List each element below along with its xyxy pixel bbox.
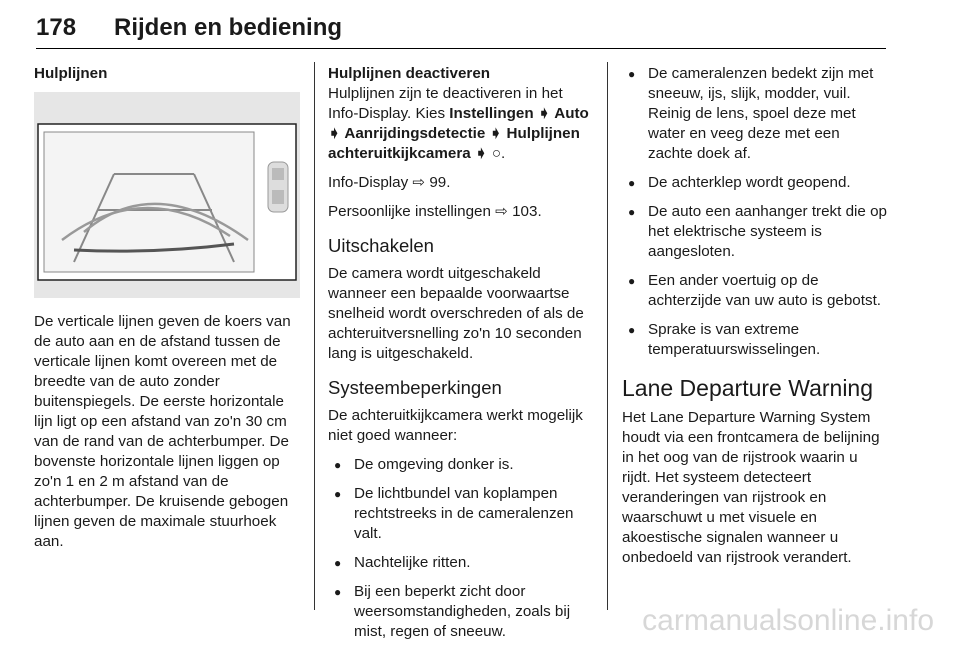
page-number: 178 bbox=[36, 14, 77, 41]
list-item: ● De achterklep wordt geopend. bbox=[622, 173, 888, 193]
ref-personal-settings[interactable]: Persoonlijke instellingen ⇨ 103. bbox=[328, 203, 542, 220]
heading-lane-departure-warning: Lane Departure Warning bbox=[622, 375, 874, 401]
list-item: ● De lichtbundel van koplampen rechtstreeks in de cameralenzen valt. bbox=[328, 484, 594, 544]
deactivate-suffix: . bbox=[501, 145, 506, 162]
header-rule bbox=[36, 48, 886, 49]
uitschakelen-text: De camera wordt uitgeschakeld wanneer een bepaalde voorwaartse snelheid wordt overschreden of als de achteruitversnelling zo'n 10 seconden lang is uitgeschakeld. bbox=[328, 265, 584, 362]
list-item: ● De cameralenzen bedekt zijn met sneeuw, ijs, slijk, modder, vuil. Reinig de lens, spoel deze met water en veeg deze met een zachte doek af. bbox=[622, 64, 888, 164]
menu-path: Instellingen ➧ Auto ➧ Aanrijdingsdetectie ➧ Hulplijnen achteruitkijkcamera ➧ ○ bbox=[328, 105, 589, 162]
heading-uitschakelen: Uitschakelen bbox=[328, 235, 434, 256]
heading-hulplijnen: Hulplijnen bbox=[34, 65, 108, 82]
guidelines-figure bbox=[34, 92, 300, 298]
column-2 bbox=[328, 64, 594, 651]
column-divider-1 bbox=[314, 62, 315, 610]
ref-info-display[interactable]: Info-Display ⇨ 99. bbox=[328, 174, 451, 191]
list-item: ● Een ander voertuig op de achterzijde van uw auto is gebotst. bbox=[622, 271, 888, 311]
limits-intro: De achteruitkijkcamera werkt mogelijk niet goed wanneer: bbox=[328, 407, 583, 444]
watermark: carmanualsonline.info bbox=[642, 604, 934, 637]
list-item: ● De omgeving donker is. bbox=[328, 455, 594, 475]
heading-hulplijnen-deactiveren: Hulplijnen deactiveren bbox=[328, 65, 491, 82]
page-header bbox=[26, 12, 886, 52]
heading-systeembeperkingen: Systeembeperkingen bbox=[328, 377, 502, 398]
list-item: ● De auto een aanhanger trekt die op het elektrische systeem is aangesloten. bbox=[622, 202, 888, 262]
column-1 bbox=[34, 64, 300, 561]
column-3 bbox=[622, 64, 888, 577]
section-title: Rijden en bediening bbox=[114, 14, 343, 41]
deactivate-text: Hulplijnen zijn te deactiveren in het Info-Display. Kies bbox=[328, 85, 563, 122]
limits-list bbox=[328, 455, 594, 642]
list-item: ● Bij een beperkt zicht door weersomstandigheden, zoals bij mist, regen of sneeuw. bbox=[328, 582, 594, 642]
list-item: ● Nachtelijke ritten. bbox=[328, 553, 594, 573]
list-item: ● Sprake is van extreme temperatuurswisselingen. bbox=[622, 320, 888, 360]
limits-list-continued bbox=[622, 64, 888, 360]
deactivate-instructions bbox=[328, 84, 594, 164]
column-divider-2 bbox=[607, 62, 608, 610]
ldw-text: Het Lane Departure Warning System houdt via een frontcamera de belijning in het oog van de rijstrook waarin u rijdt. Het systeem detecteert veranderingen van rijstrook en waarschuwt u met visuele en akoestische signalen wanneer u onbedoeld van rijstrook verandert. bbox=[622, 409, 880, 566]
hulplijnen-text: De verticale lijnen geven de koers van de auto aan en de afstand tussen de verticale lijnen komt overeen met de breedte van de auto zonder buitenspiegels. De eerste horizontale lijn ligt op een afstand van zo'n 30 cm van de rand van de achterbumper. De bovenste horizontale lijnen liggen op zo'n 1 en 2 m afstand van de achterbumper. De kruisende gebogen lijnen geven de maximale stuurhoek aan. bbox=[34, 313, 291, 550]
camera-display-illustration bbox=[34, 92, 300, 298]
